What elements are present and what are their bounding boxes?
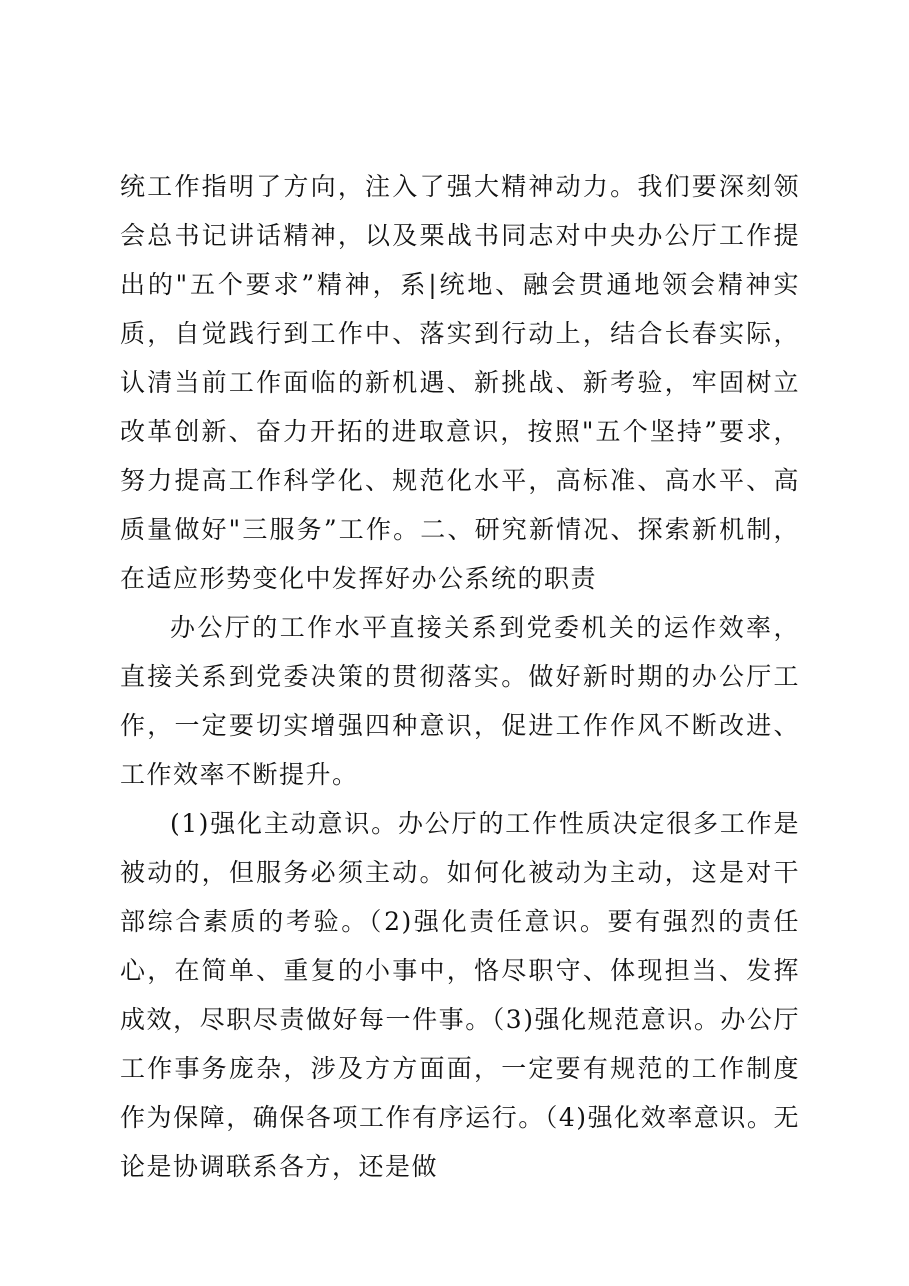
- paragraph-3: (1)强化主动意识。办公厅的工作性质决定很多工作是被动的，但服务必须主动。如何化被动为主动，这是对干部综合素质的考验。（2)强化责任意识。要有强烈的责任心，在简单、重复的小事中，恪尽职守、体现担当、发挥成效，尽职尽责做好每一件事。（3)强化规范意识。办公厅工作事务庞杂，涉及方方面面，一定要有规范的工作制度作为保障，确保各项工作有序运行。（4)强化效率意识。无论是协调联系各方，还是做: [120, 809, 800, 1181]
- paragraph-1: 统工作指明了方向，注入了强大精神动力。我们要深刻领会总书记讲话精神，以及栗战书同志对中央办公厅工作提出的"五个要求”精神，系|统地、融会贯通地领会精神实质，自觉践行到工作中、落实到行动上，结合长春实际，认清当前工作面临的新机遇、新挑战、新考验，牢固树立改革创新、奋力开拓的进取意识，按照"五个坚持”要求，努力提高工作科学化、规范化水平，高标准、高水平、高质量做好"三服务”工作。二、研究新情况、探索新机制，在适应形势变化中发挥好办公系统的职责: [120, 172, 800, 593]
- document-body: [120, 162, 800, 1191]
- paragraph-2: 办公厅的工作水平直接关系到党委机关的运作效率，直接关系到党委决策的贯彻落实。做好新时期的办公厅工作，一定要切实增强四种意识，促进工作作风不断改进、工作效率不断提升。: [120, 613, 800, 789]
